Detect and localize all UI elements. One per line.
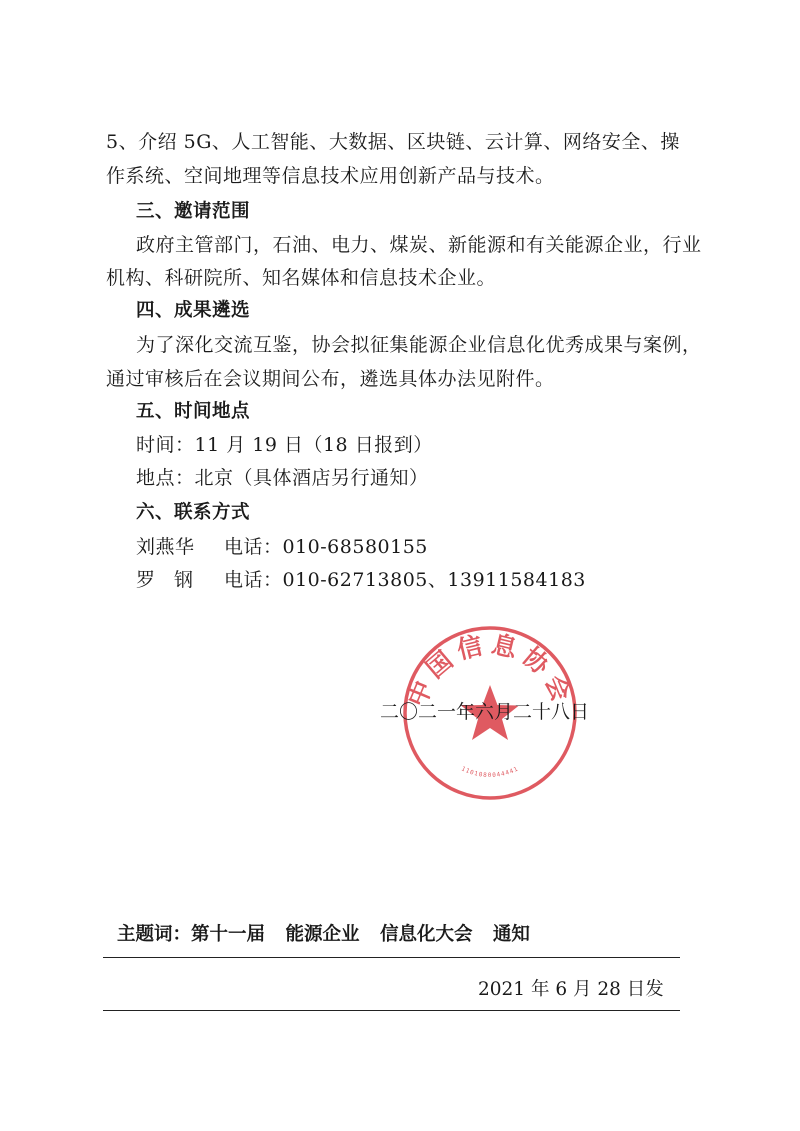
section5-heading: 五、时间地点	[136, 401, 251, 422]
section4-line-1: 为了深化交流互鉴，协会拟征集能源企业信息化优秀成果与案例，	[136, 334, 702, 356]
time-line: 时间：11 月 19 日（18 日报到）	[136, 434, 433, 456]
contact-phone: 电话：010-68580155	[224, 536, 428, 558]
place-line: 地点：北京（具体酒店另行通知）	[136, 467, 429, 489]
seal-text: 中国信息协会	[402, 629, 578, 711]
seal-code: 1101080044441	[460, 765, 520, 780]
subject-label: 主题词：第十一届	[117, 924, 266, 945]
divider-line	[103, 1010, 680, 1011]
section3-heading: 三、邀请范围	[136, 201, 251, 222]
divider-line	[103, 957, 680, 958]
svg-text:1101080044441	[460, 765, 520, 779]
subject-keyword: 能源企业	[285, 924, 360, 945]
contact-row	[136, 535, 428, 559]
signing-date: 二〇二一年六月二十八日	[380, 701, 590, 723]
subject-keywords	[117, 923, 530, 947]
issue-date: 2021 年 6 月 28 日发	[478, 979, 664, 1000]
section4-line-2: 通过审核后在会议期间公布，遴选具体办法见附件。	[106, 368, 555, 390]
contact-name: 罗钢	[136, 569, 213, 591]
section6-heading: 六、联系方式	[136, 502, 251, 523]
section3-line-2: 机构、科研院所、知名媒体和信息技术企业。	[106, 267, 497, 289]
subject-keyword: 信息化大会	[379, 924, 473, 945]
item5-line-2: 作系统、空间地理等信息技术应用创新产品与技术。	[106, 165, 555, 187]
subject-keyword: 通知	[492, 924, 530, 945]
item5-line-1: 5、介绍 5G、人工智能、大数据、区块链、云计算、网络安全、操	[106, 131, 680, 153]
section4-heading: 四、成果遴选	[136, 300, 251, 321]
contact-name: 刘燕华	[136, 536, 195, 558]
section3-line-1: 政府主管部门，石油、电力、煤炭、新能源和有关能源企业，行业	[136, 234, 702, 256]
contact-row	[136, 568, 586, 592]
contact-phone: 电话：010-62713805、13911584183	[224, 569, 586, 591]
